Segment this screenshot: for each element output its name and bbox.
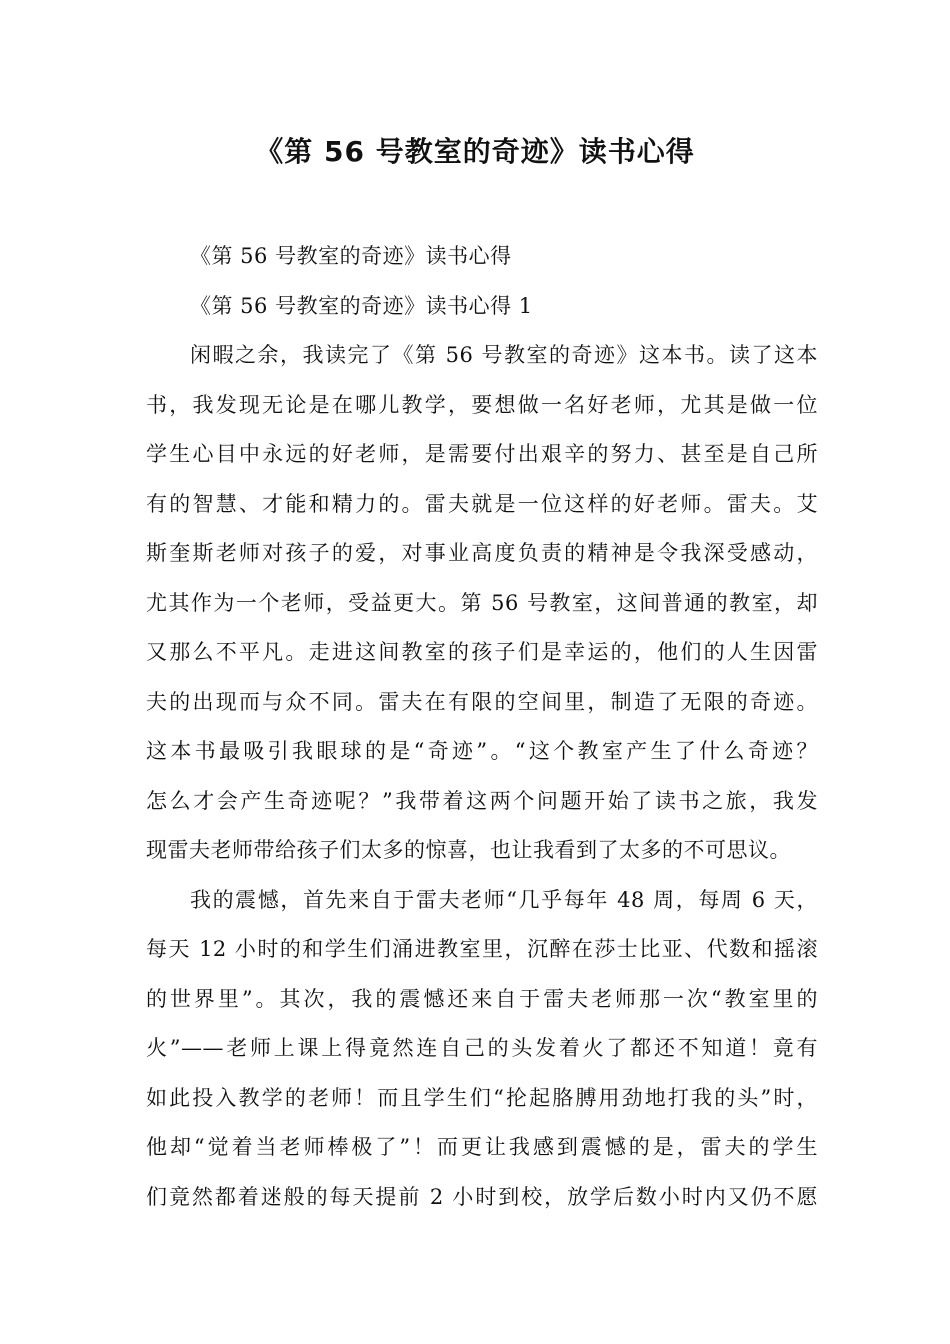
- text-line: 《第 56 号教室的奇迹》读书心得 1: [190, 293, 533, 318]
- text-line: 书，我发现无论是在哪儿教学，要想做一名好老师，尤其是做一位: [146, 392, 818, 417]
- text-line: 们竟然都着迷般的每天提前 2 小时到校，放学后数小时内又仍不愿: [146, 1184, 818, 1209]
- text-line: 现雷夫老师带给孩子们太多的惊喜，也让我看到了太多的不可思议。: [146, 838, 791, 862]
- text-line: 的世界里”。其次，我的震憾还来自于雷夫老师那一次“教室里的: [146, 986, 818, 1011]
- text-line: 如此投入教学的老师！而且学生们“抡起胳膊用劲地打我的头”时，: [146, 1085, 818, 1110]
- text-line: 怎么才会产生奇迹呢？”我带着这两个问题开始了读书之旅，我发: [146, 788, 818, 813]
- text-line: 我的震憾，首先来自于雷夫老师“几乎每年 48 周，每周 6 天，: [190, 887, 818, 912]
- text-line: 又那么不平凡。走进这间教室的孩子们是幸运的，他们的人生因雷: [146, 640, 818, 664]
- text-line: 闲暇之余，我读完了《第 56 号教室的奇迹》这本书。读了这本: [190, 343, 818, 367]
- text-line: 斯奎斯老师对孩子的爱，对事业高度负责的精神是令我深受感动，: [146, 541, 818, 565]
- text-line: 尤其作为一个老师，受益更大。第 56 号教室，这间普通的教室，却: [146, 590, 818, 615]
- text-line: 学生心目中永远的好老师，是需要付出艰辛的努力、甚至是自己所: [146, 442, 818, 466]
- text-line: 夫的出现而与众不同。雷夫在有限的空间里，制造了无限的奇迹。: [146, 689, 818, 714]
- document-title: 《第 56 号教室的奇迹》读书心得: [255, 135, 695, 168]
- document-body: [146, 232, 818, 1222]
- text-line: 火”——老师上课上得竟然连自己的头发着火了都还不知道！竟有: [146, 1036, 818, 1060]
- text-line: 《第 56 号教室的奇迹》读书心得: [190, 244, 512, 268]
- text-line: 有的智慧、才能和精力的。雷夫就是一位这样的好老师。雷夫。艾: [146, 491, 818, 516]
- text-line: 这本书最吸引我眼球的是“奇迹”。“这个教室产生了什么奇迹？: [146, 739, 818, 763]
- text-line: 他却“觉着当老师棒极了”！而更让我感到震憾的是，雷夫的学生: [146, 1135, 818, 1159]
- text-line: 每天 12 小时的和学生们涌进教室里，沉醉在莎士比亚、代数和摇滚: [146, 937, 818, 961]
